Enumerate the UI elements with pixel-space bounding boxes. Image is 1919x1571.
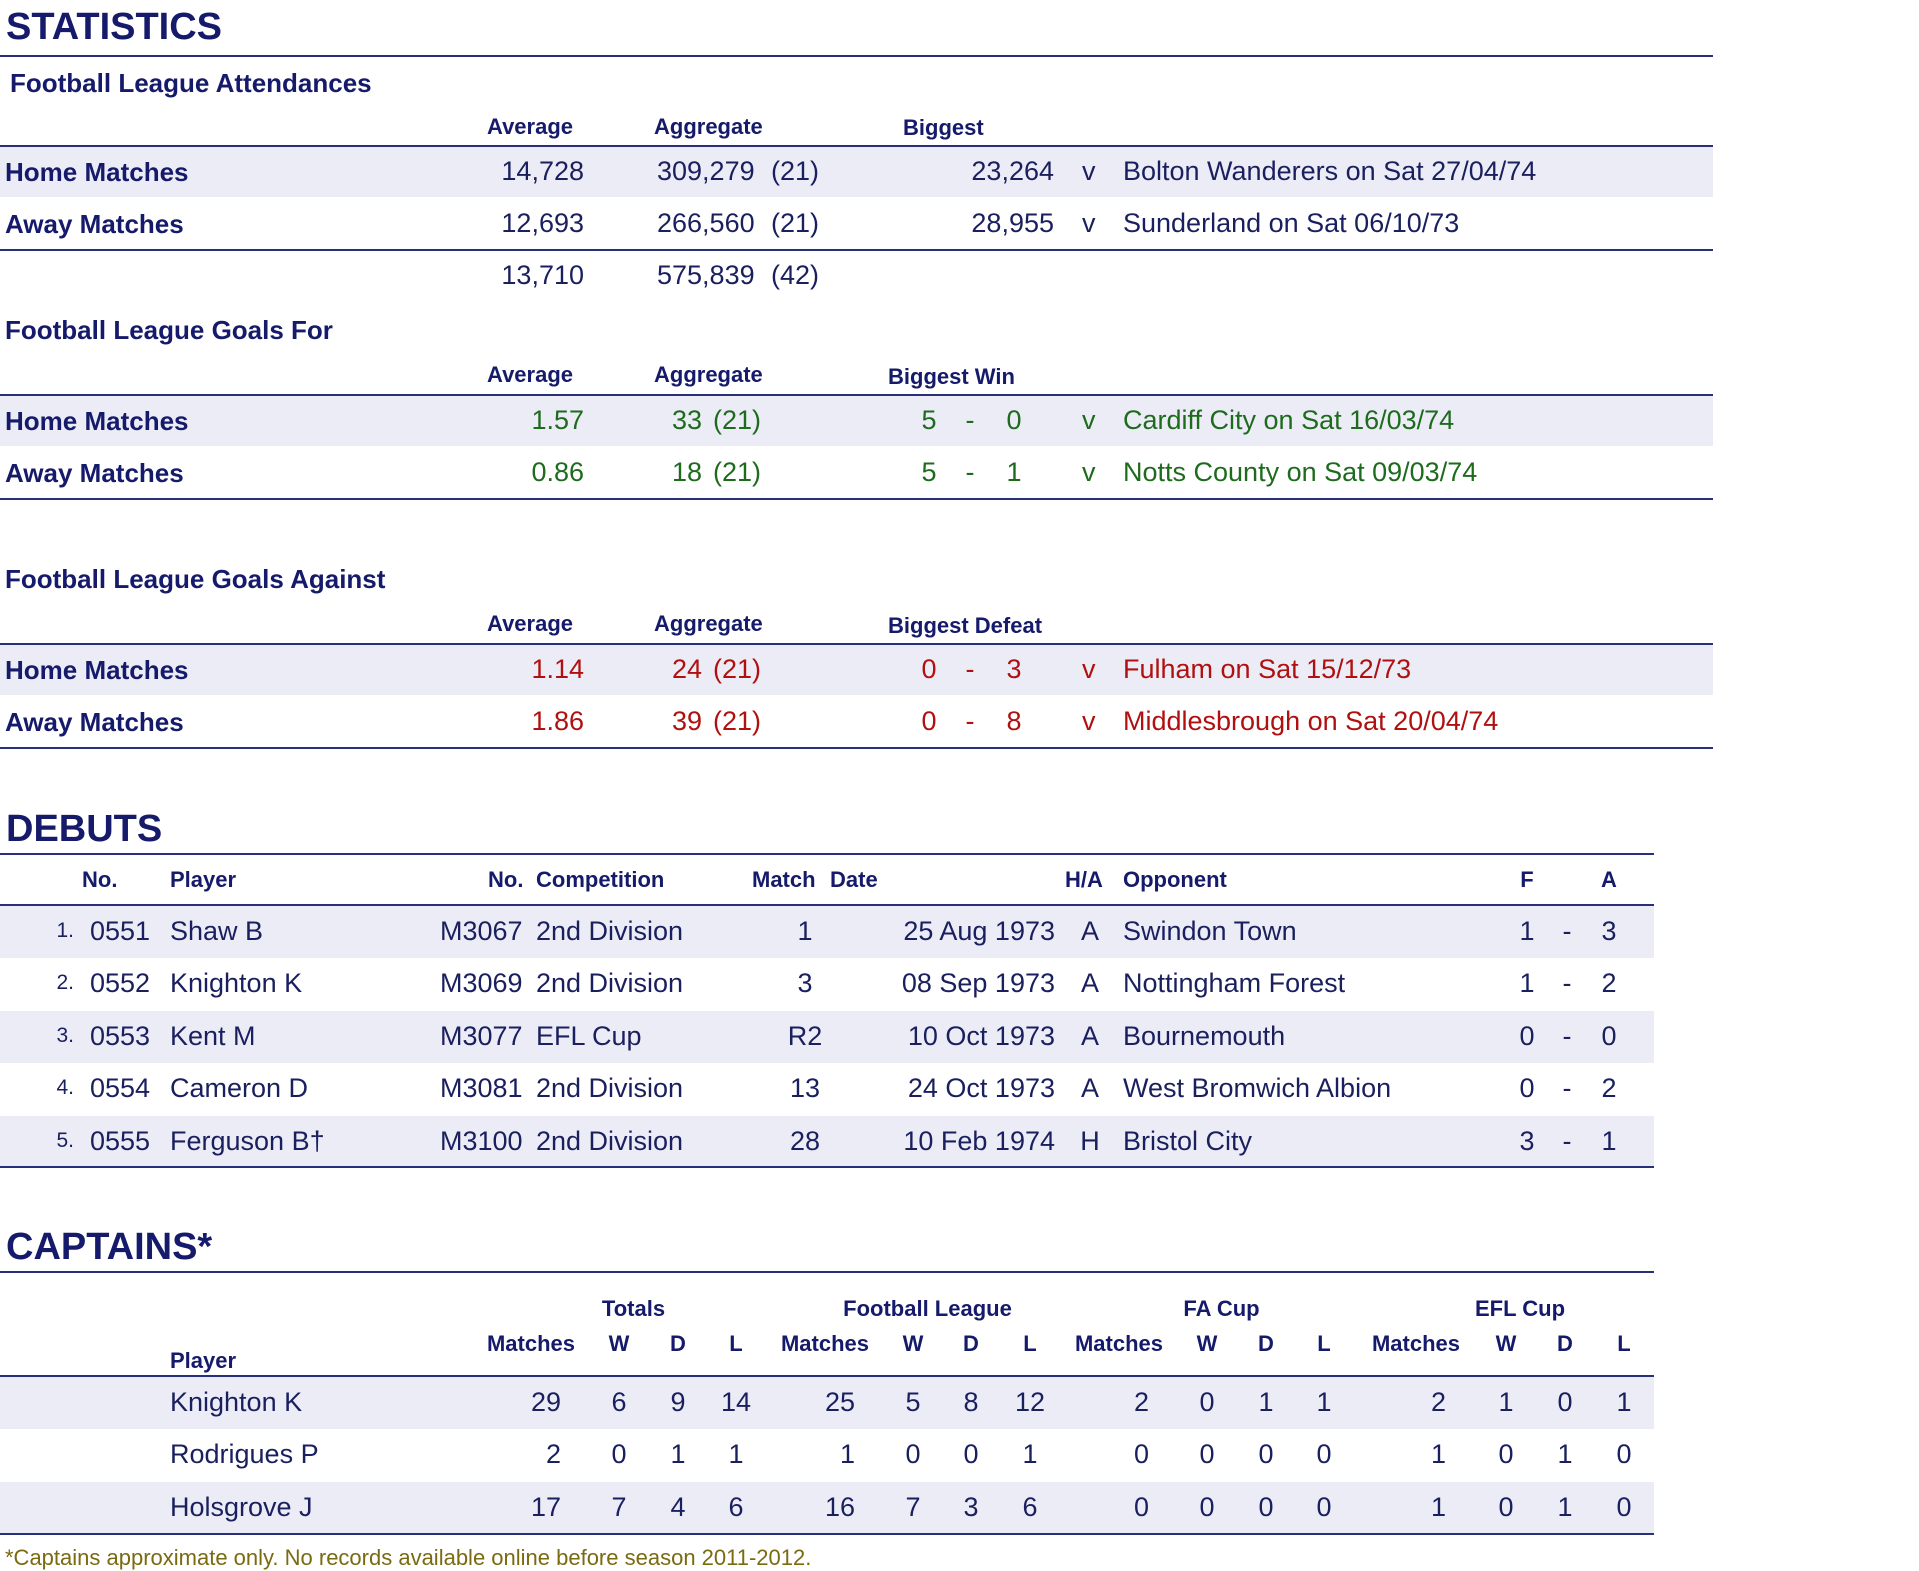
- attendances-away-games: (21): [771, 208, 820, 238]
- goals-for-away-games: (21): [713, 457, 762, 487]
- goals-for-away-opponent: Notts County on Sat 09/03/74: [1123, 457, 1478, 487]
- goals-for-header-biggest: Biggest Win: [888, 364, 1015, 389]
- goals-for-home-average: 1.57: [531, 405, 584, 435]
- captain-matches: 1: [839, 1439, 855, 1470]
- debuts-header-match-no: No.: [488, 867, 524, 892]
- captain-d: 1: [670, 1439, 686, 1470]
- attendances-title: Football League Attendances: [10, 68, 372, 98]
- goals-for-title: Football League Goals For: [5, 315, 333, 345]
- captains-sub-header-d: D: [1258, 1331, 1274, 1356]
- debut-match: 3: [797, 968, 813, 999]
- page-title: STATISTICS: [6, 6, 223, 48]
- debut-opponent: Swindon Town: [1123, 916, 1297, 946]
- debut-score-for: 0: [1519, 1073, 1535, 1104]
- debut-match-no: M3067: [440, 916, 523, 946]
- debut-score-for: 3: [1519, 1125, 1535, 1156]
- debut-opponent: West Bromwich Albion: [1123, 1073, 1392, 1104]
- debut-score-dash: -: [1562, 1020, 1572, 1051]
- attendances-total-average: 13,710: [501, 260, 584, 290]
- captain-w: 5: [905, 1387, 921, 1417]
- captain-player: Knighton K: [170, 1387, 303, 1417]
- captain-d: 0: [963, 1439, 979, 1470]
- debut-score-dash: -: [1562, 1125, 1572, 1156]
- goals-against-title: Football League Goals Against: [5, 564, 386, 594]
- attendances-away-aggregate: 266,560: [657, 208, 755, 238]
- debuts-header-f: F: [1520, 867, 1534, 892]
- attendances-total-aggregate: 575,839: [657, 260, 755, 290]
- goals-against-away-aggregate: 39: [671, 706, 702, 736]
- debut-match: 13: [789, 1073, 821, 1104]
- debut-score-against: 2: [1601, 968, 1617, 999]
- captain-w: 0: [1498, 1439, 1514, 1470]
- captain-player: Rodrigues P: [170, 1439, 319, 1470]
- debut-score-dash: -: [1562, 968, 1572, 999]
- debut-date: 10 Feb 1974: [903, 1125, 1055, 1156]
- goals-against-header-average: Average: [487, 611, 574, 636]
- debuts-divider: [0, 1166, 1654, 1168]
- captain-matches: 0: [1133, 1491, 1149, 1522]
- attendances-home-average: 14,728: [501, 156, 584, 186]
- goals-for-home-dash: -: [965, 405, 975, 435]
- debut-competition: 2nd Division: [536, 1125, 684, 1156]
- debut-opponent: Bristol City: [1123, 1125, 1253, 1156]
- captain-matches: 2: [1430, 1387, 1446, 1417]
- debut-score-dash: -: [1562, 1073, 1572, 1104]
- goals-against-away-f: 0: [921, 706, 937, 736]
- attendances-away-opponent: Sunderland on Sat 06/10/73: [1123, 208, 1460, 238]
- captain-d: 0: [1557, 1387, 1573, 1417]
- captain-l: 1: [728, 1439, 744, 1470]
- captains-sub-header-l: L: [1317, 1331, 1331, 1356]
- goals-against-header-aggregate: Aggregate: [654, 611, 763, 636]
- title-divider: [0, 55, 1713, 57]
- debut-date: 25 Aug 1973: [903, 916, 1055, 946]
- goals-for-header-aggregate: Aggregate: [654, 362, 763, 387]
- debut-match-no: M3081: [440, 1073, 523, 1104]
- debuts-header-competition: Competition: [536, 867, 665, 892]
- debut-ha: A: [1080, 968, 1099, 999]
- captain-d: 1: [1557, 1491, 1573, 1522]
- captain-d: 3: [963, 1491, 979, 1522]
- captain-w: 0: [1199, 1491, 1215, 1522]
- goals-against-away-dash: -: [965, 706, 975, 736]
- debuts-title-divider: [0, 853, 1654, 855]
- captain-d: 9: [670, 1387, 686, 1417]
- debut-ha: A: [1080, 916, 1099, 946]
- debuts-header-opponent: Opponent: [1123, 867, 1227, 892]
- debut-player-no: 0554: [90, 1073, 151, 1104]
- goals-against-home-dash: -: [965, 654, 975, 684]
- debut-match: R2: [787, 1020, 823, 1051]
- debut-player-no: 0555: [90, 1125, 151, 1156]
- captains-note: *Captains approximate only. No records available online before season 2011-2012.: [5, 1545, 812, 1570]
- debut-index: 4.: [56, 1076, 74, 1100]
- debut-index: 3.: [56, 1023, 74, 1047]
- debut-match-no: M3069: [440, 968, 523, 999]
- debut-score-against: 1: [1601, 1125, 1617, 1156]
- goals-against-home-aggregate: 24: [671, 654, 702, 684]
- captain-matches: 2: [545, 1439, 561, 1470]
- debut-index: 5.: [56, 1128, 74, 1152]
- debut-competition: 2nd Division: [536, 916, 684, 946]
- row-band: [0, 396, 1713, 446]
- goals-against-home-games: (21): [713, 654, 762, 684]
- goals-for-away-v: v: [1082, 457, 1096, 487]
- captain-d: 0: [1258, 1439, 1274, 1470]
- debut-match: 1: [797, 916, 813, 946]
- row-band: [0, 645, 1713, 695]
- goals-against-away-opponent: Middlesbrough on Sat 20/04/74: [1123, 706, 1499, 736]
- debut-score-against: 2: [1601, 1073, 1617, 1104]
- captain-w: 1: [1498, 1387, 1514, 1417]
- goals-against-divider: [0, 747, 1713, 749]
- attendances-home-opponent: Bolton Wanderers on Sat 27/04/74: [1123, 156, 1537, 186]
- goals-for-home-games: (21): [713, 405, 762, 435]
- captains-title: CAPTAINS*: [6, 1226, 213, 1268]
- captain-player: Holsgrove J: [170, 1491, 313, 1522]
- debut-ha: A: [1080, 1073, 1099, 1104]
- attendances-header-aggregate: Aggregate: [654, 114, 763, 139]
- debuts-title: DEBUTS: [6, 808, 163, 850]
- goals-for-header-average: Average: [487, 362, 574, 387]
- captains-sub-header-w: W: [902, 1331, 924, 1356]
- captain-l: 14: [720, 1387, 752, 1417]
- attendances-home-biggest: 23,264: [971, 156, 1054, 186]
- debut-score-for: 0: [1519, 1020, 1535, 1051]
- captain-w: 0: [611, 1439, 627, 1470]
- attendances-header-average: Average: [487, 114, 574, 139]
- debut-score-for: 1: [1519, 968, 1535, 999]
- captain-l: 0: [1616, 1491, 1632, 1522]
- debut-date: 08 Sep 1973: [901, 968, 1055, 999]
- captain-matches: 16: [824, 1491, 855, 1522]
- captain-l: 12: [1014, 1387, 1046, 1417]
- captains-sub-header-matches: Matches: [486, 1331, 576, 1356]
- captain-d: 4: [670, 1491, 686, 1522]
- captain-d: 0: [1258, 1491, 1274, 1522]
- captains-header-player: Player: [170, 1348, 237, 1373]
- goals-for-away-aggregate: 18: [671, 457, 702, 487]
- captain-w: 7: [905, 1491, 921, 1522]
- captain-l: 0: [1616, 1439, 1632, 1470]
- goals-for-home-aggregate: 33: [671, 405, 702, 435]
- debut-ha: H: [1080, 1125, 1100, 1156]
- captain-matches: 2: [1133, 1387, 1149, 1417]
- captain-d: 1: [1557, 1439, 1573, 1470]
- debut-ha: A: [1080, 1020, 1099, 1051]
- captains-group-football-league: Football League: [843, 1296, 1012, 1321]
- captains-sub-header-w: W: [1495, 1331, 1517, 1356]
- debut-opponent: Nottingham Forest: [1123, 968, 1346, 999]
- goals-for-divider: [0, 498, 1713, 500]
- debuts-header-ha: H/A: [1065, 867, 1103, 892]
- goals-against-home-a: 3: [1006, 654, 1022, 684]
- debuts-header-no: No.: [82, 867, 118, 892]
- goals-against-away-average: 1.86: [531, 706, 584, 736]
- debut-player: Kent M: [170, 1020, 256, 1051]
- goals-against-header-biggest: Biggest Defeat: [888, 613, 1043, 638]
- debut-player-no: 0552: [90, 968, 151, 999]
- debut-match-no: M3077: [440, 1020, 523, 1051]
- goals-for-home-f: 5: [921, 405, 937, 435]
- captain-matches: 17: [530, 1491, 561, 1522]
- debut-player: Shaw B: [170, 916, 264, 946]
- captains-title-divider: [0, 1271, 1654, 1273]
- debut-competition: 2nd Division: [536, 968, 684, 999]
- goals-against-home-average: 1.14: [531, 654, 584, 684]
- captain-l: 6: [1022, 1491, 1038, 1522]
- captains-group-efl-cup: EFL Cup: [1474, 1296, 1566, 1321]
- debut-date: 10 Oct 1973: [907, 1020, 1055, 1051]
- captains-sub-header-l: L: [1023, 1331, 1037, 1356]
- debut-score-for: 1: [1519, 916, 1535, 946]
- captain-w: 0: [1199, 1439, 1215, 1470]
- captains-divider: [0, 1533, 1654, 1535]
- captains-sub-header-matches: Matches: [1074, 1331, 1164, 1356]
- goals-against-home-v: v: [1082, 654, 1096, 684]
- captain-matches: 25: [824, 1387, 855, 1417]
- debut-index: 1.: [56, 919, 74, 942]
- captains-sub-header-d: D: [670, 1331, 686, 1356]
- attendances-away-biggest: 28,955: [971, 208, 1054, 238]
- captain-w: 7: [611, 1491, 627, 1522]
- attendances-divider: [0, 249, 1713, 251]
- captains-sub-header-l: L: [1617, 1331, 1631, 1356]
- debut-player-no: 0551: [90, 916, 151, 946]
- debut-date: 24 Oct 1973: [907, 1073, 1055, 1104]
- goals-against-away-games: (21): [713, 706, 762, 736]
- goals-against-away-a: 8: [1006, 706, 1022, 736]
- debut-player: Ferguson B†: [170, 1125, 325, 1156]
- captains-sub-header-matches: Matches: [1371, 1331, 1461, 1356]
- captain-matches: 0: [1133, 1439, 1149, 1470]
- captain-l: 6: [728, 1491, 744, 1522]
- debuts-header-a: A: [1601, 867, 1617, 892]
- attendances-header-biggest: Biggest: [903, 115, 984, 140]
- goals-for-home-v: v: [1082, 405, 1096, 435]
- attendances-away-v: v: [1082, 208, 1096, 238]
- attendances-away-average: 12,693: [501, 208, 584, 238]
- attendances-away-label: Away Matches: [5, 209, 184, 239]
- debut-player: Knighton K: [170, 968, 303, 999]
- debut-match: 28: [789, 1125, 821, 1156]
- attendances-total-games: (42): [771, 260, 820, 290]
- captains-sub-header-l: L: [729, 1331, 743, 1356]
- captains-group-totals: Totals: [601, 1296, 666, 1321]
- captain-l: 1: [1616, 1387, 1632, 1417]
- captains-sub-header-w: W: [1196, 1331, 1218, 1356]
- captain-matches: 29: [530, 1387, 561, 1417]
- debut-opponent: Bournemouth: [1123, 1020, 1286, 1051]
- captains-sub-header-matches: Matches: [780, 1331, 870, 1356]
- captains-group-fa-cup: FA Cup: [1183, 1296, 1260, 1321]
- captain-matches: 1: [1430, 1491, 1446, 1522]
- captain-w: 6: [611, 1387, 627, 1417]
- captain-w: 0: [1498, 1491, 1514, 1522]
- captain-w: 0: [1199, 1387, 1215, 1417]
- captain-l: 0: [1316, 1491, 1332, 1522]
- attendances-home-games: (21): [771, 156, 820, 186]
- captain-w: 0: [905, 1439, 921, 1470]
- debut-score-against: 3: [1601, 916, 1617, 946]
- goals-against-away-v: v: [1082, 706, 1096, 736]
- captain-l: 0: [1316, 1439, 1332, 1470]
- goals-against-home-opponent: Fulham on Sat 15/12/73: [1123, 654, 1412, 684]
- debut-competition: EFL Cup: [536, 1020, 642, 1051]
- captain-l: 1: [1316, 1387, 1332, 1417]
- goals-against-home-label: Home Matches: [5, 655, 189, 685]
- goals-against-home-f: 0: [921, 654, 937, 684]
- goals-for-home-opponent: Cardiff City on Sat 16/03/74: [1123, 405, 1455, 435]
- debuts-header-player: Player: [170, 867, 237, 892]
- debut-match-no: M3100: [440, 1125, 523, 1156]
- goals-for-away-dash: -: [965, 457, 975, 487]
- goals-against-away-label: Away Matches: [5, 707, 184, 737]
- debut-competition: 2nd Division: [536, 1073, 684, 1104]
- captain-d: 1: [1258, 1387, 1274, 1417]
- goals-for-home-label: Home Matches: [5, 406, 189, 436]
- debut-index: 2.: [56, 971, 74, 995]
- attendances-home-aggregate: 309,279: [657, 156, 755, 186]
- captains-sub-header-w: W: [608, 1331, 630, 1356]
- debuts-header-date: Date: [830, 867, 878, 892]
- goals-for-away-a: 1: [1006, 457, 1022, 487]
- captains-sub-header-d: D: [963, 1331, 979, 1356]
- goals-for-away-label: Away Matches: [5, 458, 184, 488]
- goals-for-away-f: 5: [921, 457, 937, 487]
- goals-for-away-average: 0.86: [531, 457, 584, 487]
- goals-for-home-a: 0: [1006, 405, 1022, 435]
- attendances-home-v: v: [1082, 156, 1096, 186]
- debut-player-no: 0553: [90, 1020, 151, 1051]
- captain-l: 1: [1022, 1439, 1038, 1470]
- debut-player: Cameron D: [170, 1073, 309, 1104]
- captains-sub-header-d: D: [1557, 1331, 1573, 1356]
- attendances-home-label: Home Matches: [5, 157, 189, 187]
- captain-matches: 1: [1430, 1439, 1446, 1470]
- captain-d: 8: [963, 1387, 979, 1417]
- debut-score-against: 0: [1601, 1020, 1617, 1051]
- debut-score-dash: -: [1562, 916, 1572, 946]
- debuts-header-match: Match: [752, 867, 816, 892]
